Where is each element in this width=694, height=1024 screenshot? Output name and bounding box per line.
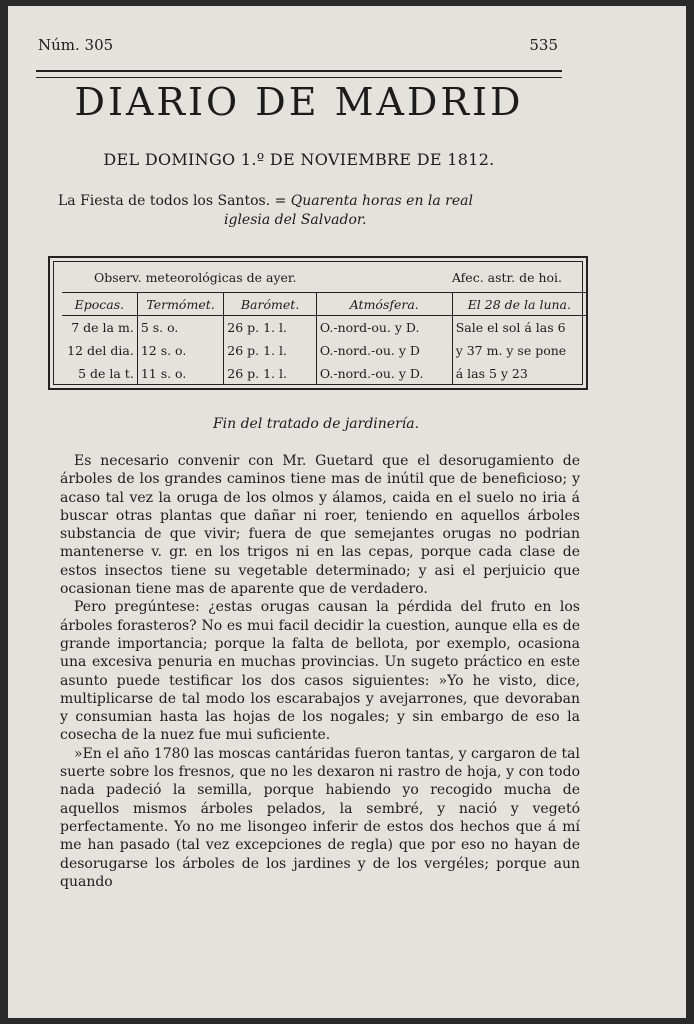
column-header: Barómet. [224,293,317,316]
table-cell: 12 s. o. [137,339,223,362]
meteorological-table [62,292,586,385]
fiesta-italic-2: iglesia del Salvador. [224,212,367,228]
table-row [62,362,586,385]
table-row [62,316,586,340]
table-cell: á las 5 y 23 [452,362,586,385]
fiesta-text: La Fiesta de todos los Santos. = [58,193,291,209]
page-number: 535 [529,36,558,54]
table-cell: 5 s. o. [137,316,223,340]
meteo-heading-right: Afec. astr. de hoi. [451,270,562,285]
meteo-heading-left: Observ. meteorológicas de ayer. [94,270,297,285]
table-cell: 11 s. o. [137,362,223,385]
table-header-row [62,293,586,316]
column-header: Termómet. [137,293,223,316]
section-title: Fin del tratado de jardinería. [212,416,420,432]
table-cell: O.-nord-ou. y D. [316,316,452,340]
column-header: Atmósfera. [316,293,452,316]
table-cell: 5 de la t. [78,366,134,381]
issue-number: Núm. 305 [38,36,114,54]
newspaper-page [8,6,686,1018]
table-cell: 26 p. 1. l. [224,362,317,385]
fiesta-notice [58,192,548,230]
header-rule [36,70,562,78]
table-cell: O.-nord.-ou. y D [316,339,452,362]
table-cell: O.-nord.-ou. y D. [316,362,452,385]
table-cell: 12 del dia. [67,343,134,358]
meteorological-table-box [48,256,588,390]
meteorological-table-frame [53,261,583,385]
paragraph: Es necesario convenir con Mr. Guetard que el desorugamiento de árboles de los grandes caminos tiene mas de inútil que de beneficioso; y acaso tal vez la oruga de los olmos y álamos, caida en el suelo no iria á buscar otras plantas que dañar ni roer, teniendo en aquellos árboles substancia de que vivir; fuera de que semejantes orugas no podrian mantenerse v. gr. en los trigos ni en las cepas, porque cada clase de estos insectos tiene su vegetable determinado; y asi el perjuicio que ocasionan tiene mas de aparente que de verdadero. [60,453,580,598]
column-header: Epocas. [62,293,137,316]
paragraph: »En el año 1780 las moscas cantáridas fueron tantas, y cargaron de tal suerte sobre los fresnos, que no les dexaron ni rastro de hoja, y con todo nada padeció la semilla, porque habiendo yo recogido mucha de aquellos mismos árboles pelados, la sembré, y nació y vegetó perfectamente. Yo no me lisongeo inferir de estos dos hechos que á mí me han pasado (tal vez excepciones de regla) que por eso no hayan de desorugarse los árboles de los jardines y de los vergéles; porque aun quando [60,745,580,890]
column-header: El 28 de la luna. [452,293,586,316]
paragraph: Pero pregúntese: ¿estas orugas causan la pérdida del fruto en los árboles forasteros? No es mui facil decidir la cuestion, aunque ella es de grande importancia; porque la falta de bellota, por exemplo, ocasiona una excesiva penuria en muchas provincias. Un sugeto práctico en este asunto puede testificar los dos casos siguientes: »Yo he visto, dice, multiplicarse de tal modo los escarabajos y avejarrones, que devoraban y consumian hasta las hojas de los nogales; y sin embargo de eso la cosecha de la nuez fue mui suficiente. [60,599,580,744]
fiesta-italic-1: Quarenta horas en la real [290,193,473,209]
table-cell: 26 p. 1. l. [224,316,317,340]
meteorological-heading [54,270,582,288]
newspaper-title: DIARIO DE MADRID [74,80,524,124]
table-cell: 26 p. 1. l. [224,339,317,362]
table-cell: y 37 m. y se pone [452,339,586,362]
article-body [60,452,580,891]
table-row [62,339,586,362]
table-cell: Sale el sol á las 6 [452,316,586,340]
dateline: DEL DOMINGO 1.º DE NOVIEMBRE DE 1812. [103,150,495,169]
table-cell: 7 de la m. [71,320,134,335]
